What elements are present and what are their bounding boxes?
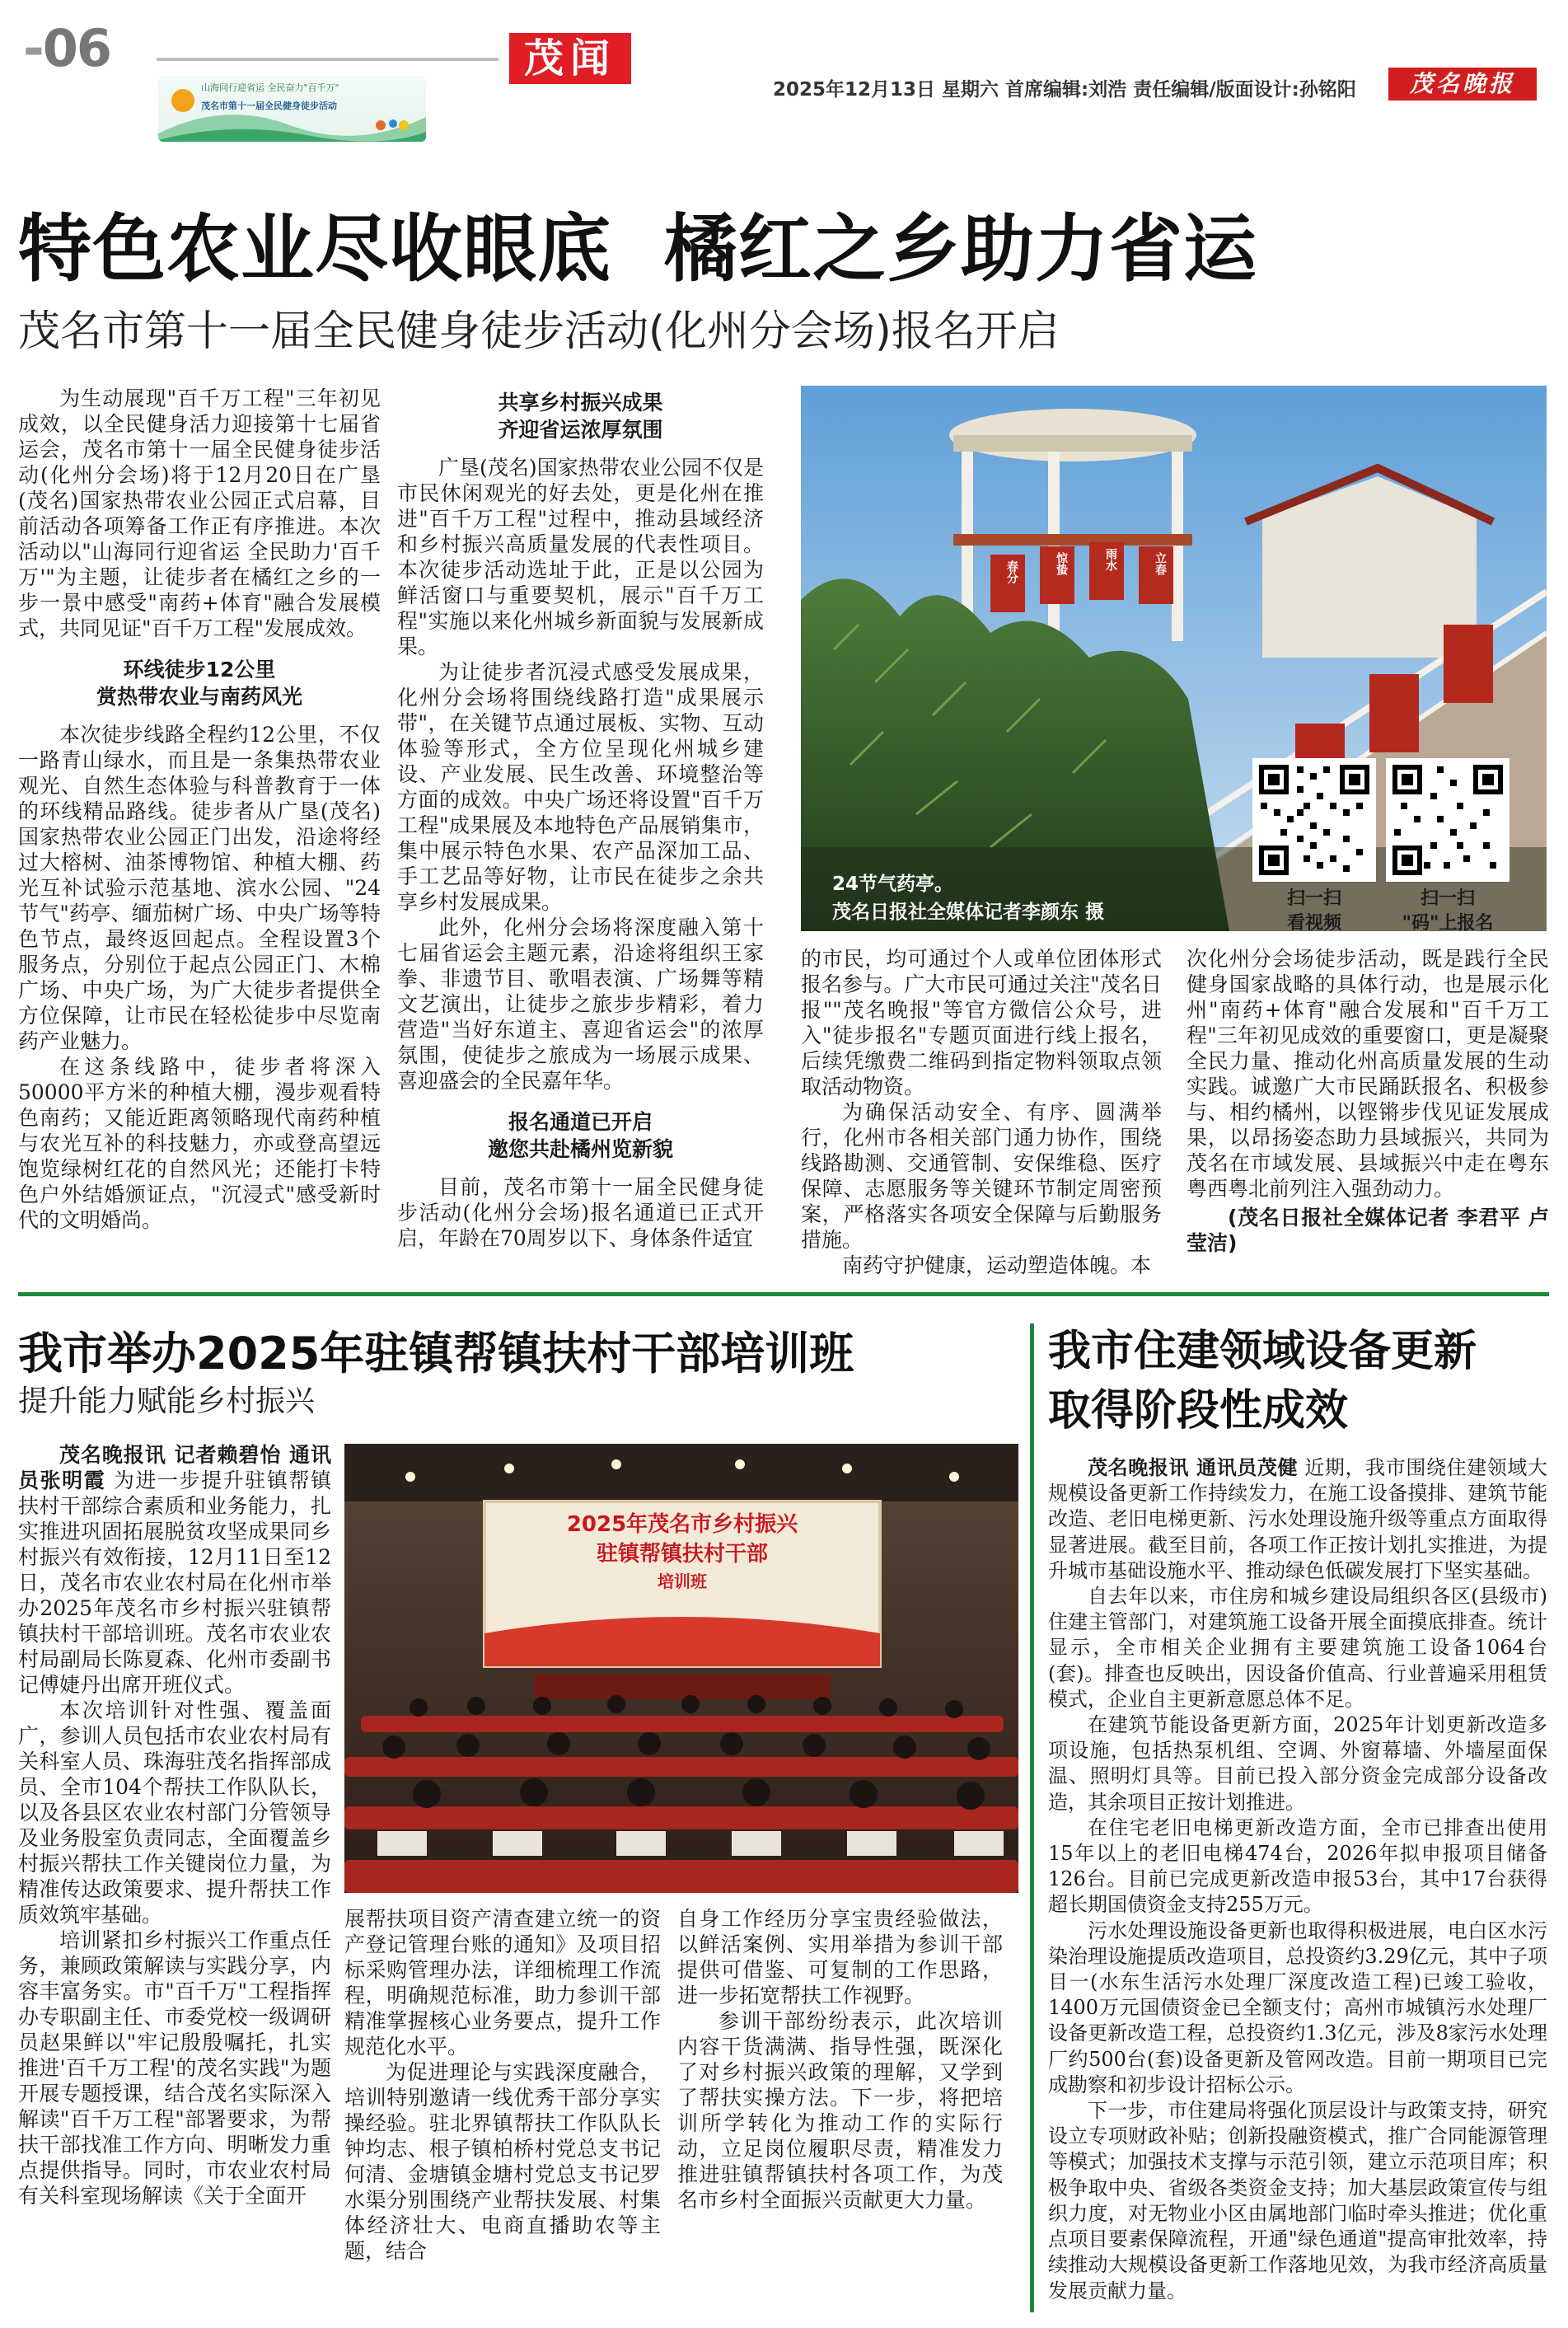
article1-col3-para: 的市民，均可通过个人或单位团体形式报名参与。广大市民可通过关注"茂名日报""茂名晚报"等官方微信公众号，进入"徒步报名"专题页面进行线上报名，后续凭缴费二维码到指定物料领取点领取活动物资。 <box>801 947 1162 1098</box>
article2-col1-para: 培训紧扣乡村振兴工作重点任务，兼顾政策解读与实践分享，内容丰富务实。市"百千万"工程指挥办专职副主任、市委党校一级调研员赵果鲜以"牢记殷殷嘱托，扎实推进'百千万工程'的茂名实践"为题开展专题授课，结合茂名实际深入解读"百千万工程"部署要求，为帮扶干部找准工作方向、明晰发力重点提供指导。同时，市农业农村局有关科室现场解读《关于全面开 <box>18 1928 331 2208</box>
training-banner-line: 培训班 <box>658 1572 707 1591</box>
qr-code-icon <box>1256 761 1373 878</box>
article1-col2-para: 广垦(茂名)国家热带农业公园不仅是市民休闲观光的好去处，更是化州在推进"百千万工程"过程中，推动县域经济和乡村振兴高质量发展的代表性项目。本次徒步活动选址于此，正是以公园为鲜活窗口与重要契机，展示"百千万工程"实施以来化州城乡新面貌与发展新成果。 <box>397 456 764 658</box>
page-number: -06 <box>23 18 111 78</box>
qr-signup[interactable] <box>1386 758 1509 882</box>
article1-col2 <box>397 389 764 1251</box>
date-line: 2025年12月13日 星期六 首席编辑:刘浩 责任编辑/版面设计:孙铭阳 <box>773 79 1356 101</box>
article2-col2-para: 为促进理论与实践深度融合，培训特别邀请一线优秀干部分享实操经验。驻北界镇帮扶工作队队长钟均志、根子镇柏桥村党总支书记何清、金塘镇金塘村党总支书记罗水渠分别围绕产业帮扶发展、村集体经济壮大、电商直播助农等主题，结合 <box>344 2060 661 2263</box>
article3-lead-text: 近期，我市围绕住建领域大规模设备更新工作持续发力，在施工设备摸排、建筑节能改造、老旧电梯更新、污水处理设施升级等重点方面取得显著进展。截至目前，各项工作正按计划扎实推进，为提升城市基础设施水平、推动绿色低碳发展打下坚实基础。 <box>1048 1456 1548 1582</box>
pavilion-sign: 春分 <box>1005 560 1018 583</box>
article2-col3 <box>677 1906 1003 2213</box>
article2-col1 <box>18 1442 331 2209</box>
article1-col2-para: 为让徒步者沉浸式感受发展成果，化州分会场将围绕线路打造"成果展示带"，在关键节点通过展板、实物、互动体验等形式，全方位呈现化州城乡建设、产业发展、民生改善、环境整治等方面的成效。中央广场还将设置"百千万工程"成果展及本地特色产品展销集市，集中展示特色水果、农产品深加工品、手工艺品等好物，让市民在徒步之余共享乡村发展成果。 <box>397 660 764 914</box>
event-logo <box>158 76 426 142</box>
pavilion-sign: 惊蛰 <box>1055 552 1068 575</box>
training-banner-line: 驻镇帮镇扶村干部 <box>596 1542 768 1567</box>
photo-caption-title: 24节气药亭。 <box>832 874 954 895</box>
article3-lead <box>1048 1455 1547 1584</box>
training-photo <box>344 1444 1018 1893</box>
header-rule <box>157 58 498 61</box>
article3-para: 在住宅老旧电梯更新改造方面，全市已排查出使用15年以上的老旧电梯474台，2026年拟申报项目储备126台。目前已完成更新改造申报53台，其中17台获得超长期国债资金支持255万元。 <box>1048 1815 1547 1917</box>
article2-lead <box>18 1442 331 1698</box>
pavilion-sign: 雨水 <box>1104 548 1117 571</box>
article1-col3-para: 为确保活动安全、有序、圆满举行，化州市各相关部门通力协作，围绕线路勘测、交通管制、安保维稳、医疗保障、志愿服务等关键环节制定周密预案，严格落实各项安全保障与后勤服务措施。 <box>801 1100 1162 1252</box>
article1-col3-para: 南药守护健康，运动塑造体魄。本 <box>842 1253 1152 1277</box>
article2-headline: 我市举办2025年驻镇帮镇扶村干部培训班 <box>18 1328 854 1379</box>
article2-col1-para: 本次培训针对性强、覆盖面广，参训人员包括市农业农村局有关科室人员、珠海驻茂名指挥部成员、全市104个帮扶工作队队长，以及各县区农业农村部门分管领导及业务股室负责同志，全面覆盖乡村振兴帮扶工作关键岗位力量，为精准传达政策要求、提升帮扶工作质效筑牢基础。 <box>18 1698 331 1927</box>
photo-caption-credit: 茂名日报社全媒体记者李颜东 摄 <box>832 902 1105 923</box>
article3-body <box>1048 1455 1547 2304</box>
article1-col1-para: 本次徒步线路全程约12公里，不仅一路青山绿水，而且是一条集热带农业观光、自然生态体验与科普教育于一体的环线精品路线。徒步者从广垦(茂名)国家热带农业公园正门出发，沿途将经过大榕树、油茶博物馆、种植大棚、药光互补试验示范基地、滨水公园、"24节气"药亭、缅茄树广场、中央广场等特色节点，最终返回起点。全程设置3个服务点，分别位于起点公园正门、木棉广场、中央广场，为广大徒步者提供全方位保障，让市民在轻松徒步中尽览南药产业魅力。 <box>18 723 381 1053</box>
article1-col1 <box>18 386 381 1233</box>
section-divider <box>18 1292 1549 1296</box>
article2-byline: 茂名晚报讯 记者赖碧怡 通讯员张明霞 <box>18 1443 331 1492</box>
article1-col1-para: 在这条线路中，徒步者将深入50000平方米的种植大棚，漫步观看特色南药；又能近距离领略现代南药种植与农光互补的科技魅力，亦或登高望远饱览绿树红花的自然风光；还能打卡特色户外结婚颁证点，"沉浸式"感受新时代的文明婚尚。 <box>18 1055 381 1232</box>
article1-col4-para: 次化州分会场徒步活动，既是践行全民健身国家战略的具体行动，也是展示化州"南药+体育"融合发展和"百千万工程"三年初见成效的重要窗口，更是凝聚全民力量、推动化州高质量发展的生动实践。诚邀广大市民踊跃报名、积极参与、相约橘州，以铿锵步伐见证发展成果，以昂扬姿态助力县域振兴，共同为茂名在市域发展、县域振兴中走在粤东粤西粤北前列注入强劲动力。 <box>1187 947 1549 1201</box>
article3-para: 下一步，市住建局将强化顶层设计与政策支持，研究设立专项财政补贴；创新投融资模式，推广合同能源管理等模式；加强技术支撑与示范引领，建立示范项目库；积极争取中央、省级各类资金支持；加大基层政策宣传与组织力度，对无物业小区由属地部门临时牵头推进；优化重点项目要素保障流程，开通"绿色通道"提高审批效率，持续推动大规模设备更新工作落地见效，为我市经济高质量发展贡献力量。 <box>1048 2099 1547 2302</box>
article3-para: 污水处理设施设备更新也取得积极进展，电白区水污染治理设施提质改造项目，总投资约3.29亿元，其中子项目一(水东生活污水处理厂深度改造工程)已竣工验收，1400万元国债资金已全额支付；高州市城镇污水处理厂设备更新改造工程，总投资约1.3亿元，涉及8家污水处理厂约500台(套)设备更新及管网改造。目前一期项目已完成勘察和初步设计招标公示。 <box>1048 1918 1547 2096</box>
article2-col3-para: 参训干部纷纷表示，此次培训内容干货满满、指导性强，既深化了对乡村振兴政策的理解，又学到了帮扶实操方法。下一步，将把培训所学转化为推动工作的实际行动，立足岗位履职尽责，精准发力推进驻镇帮镇扶村各项工作，为茂名市乡村全面振兴贡献更大力量。 <box>677 2009 1003 2212</box>
section-tag: 茂闻 <box>509 33 631 84</box>
article2-subhead: 提升能力赋能乡村振兴 <box>18 1384 316 1418</box>
pavilion-sign: 立春 <box>1154 552 1167 575</box>
qr-code-icon <box>1389 761 1506 878</box>
article1-subtitle-1: 环线徒步12公里 赏热带农业与南药风光 <box>96 658 302 709</box>
article1-subtitle-3: 报名通道已开启 邀您共赴橘州览新貌 <box>487 1110 673 1161</box>
article1-subhead: 茂名市第十一届全民健身徒步活动(化州分会场)报名开启 <box>18 307 1060 356</box>
article1-col3 <box>801 946 1162 1278</box>
qr-video[interactable] <box>1252 758 1376 882</box>
article2-col2 <box>344 1906 661 2264</box>
article3-para: 在建筑节能设备更新方面，2025年计划更新改造多项设施，包括热泵机组、空调、外窗幕墙、外墙屋面保温、照明灯具等。目前已投入部分资金完成部分设备改造，其余项目正按计划推进。 <box>1048 1713 1547 1814</box>
article3-headline <box>1048 1322 1477 1440</box>
article1-col2-para: 目前，茂名市第十一届全民健身徒步活动(化州分会场)报名通道已正式开启，年龄在70周岁以下、身体条件适宜 <box>397 1175 764 1250</box>
article1-col2-para: 此外，化州分会场将深度融入第十七届省运会主题元素，沿途将组织王家拳、非遗节目、歌唱表演、广场舞等精文艺演出，让徒步之旅步步精彩，着力营造"当好东道主、喜迎省运会"的浓厚氛围，使徒步之旅成为一场展示成果、喜迎盛会的全民嘉年华。 <box>397 916 764 1093</box>
article1-headline: 特色农业尽收眼底 橘红之乡助力省运 <box>18 206 1257 292</box>
qr-video-label: 扫一扫 看视频 <box>1286 888 1341 934</box>
article2-col3-para: 自身工作经历分享宝贵经验做法，以鲜活案例、实用举措为参训干部提供可借鉴、可复制的工作思路，进一步拓宽帮扶工作视野。 <box>677 1907 1003 2007</box>
training-banner-line: 2025年茂名市乡村振兴 <box>566 1512 798 1537</box>
article2-lead-text: 为进一步提升驻镇帮镇扶村干部综合素质和业务能力，扎实推进巩固拓展脱贫攻坚成果同乡村振兴有效衔接，12月11日至12日，茂名市农业农村局在化州市举办2025年茂名市乡村振兴驻镇帮镇扶村干部培训班。茂名市农业农村局副局长陈夏森、化州市委副书记傅婕丹出席开班仪式。 <box>18 1468 331 1697</box>
article1-col1-para: 为生动展现"百千万工程"三年初见成效，以全民健身活力迎接第十七届省运会，茂名市第十一届全民健身徒步活动(化州分会场)将于12月20日在广垦(茂名)国家热带农业公园正式启幕，目前活动各项筹备工作正有序推进。本次活动以"山海同行迎省运 全民助力'百千万'"为主题，让徒步者在橘红之乡的一步一景中感受"南药+体育"融合发展模式，共同见证"百千万工程"发展成效。 <box>18 386 381 640</box>
photo-caption <box>832 870 1104 926</box>
article3-para: 自去年以来，市住房和城乡建设局组织各区(县级市)住建主管部门，对建筑施工设备开展全面摸底排查。统计显示，全市相关企业拥有主要建筑施工设备1064台(套)。排查也反映出，因设备价值高、行业普遍采用租赁模式，企业自主更新意愿总体不足。 <box>1048 1585 1547 1711</box>
training-banner <box>484 1510 880 1594</box>
article3-byline: 茂名晚报讯 通讯员茂健 <box>1088 1456 1299 1479</box>
qr-signup-label: 扫一扫 "码"上报名 <box>1402 888 1494 934</box>
article1-col4 <box>1187 946 1549 1256</box>
article1-byline: (茂名日报社全媒体记者 李君平 卢莹洁) <box>1187 1206 1549 1255</box>
article2-col2-para: 展帮扶项目资产清查建立统一的资产登记管理台账的通知》及项目招标采购管理办法，详细梳理工作流程，明确规范标准，助力参训干部精准掌握核心业务要点，提升工作规范化水平。 <box>344 1907 661 2059</box>
event-logo-text-bottom: 茂名市第十一届全民健身徒步活动 <box>201 101 337 111</box>
article3-headline-line: 我市住建领域设备更新 <box>1048 1327 1477 1376</box>
event-logo-text-top: 山海同行迎省运 全民奋力"百千万" <box>201 82 339 93</box>
article3-headline-line: 取得阶段性成效 <box>1048 1386 1349 1436</box>
column-divider <box>1030 1323 1034 2312</box>
article1-subtitle-2: 共享乡村振兴成果 齐迎省运浓厚氛围 <box>498 391 663 442</box>
masthead: 茂名晚报 <box>1388 68 1537 101</box>
